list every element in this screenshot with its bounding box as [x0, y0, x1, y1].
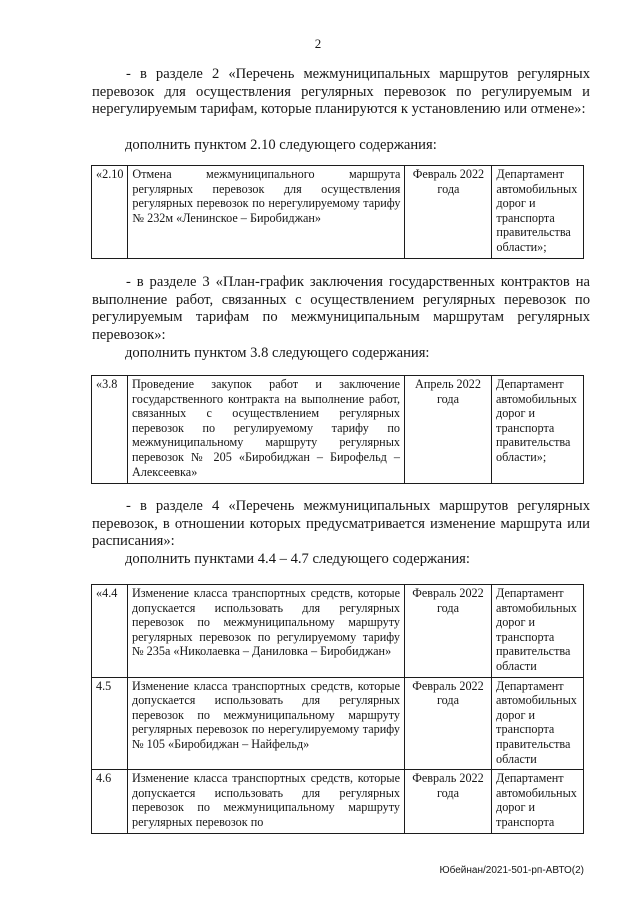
row-description: Проведение закупок работ и заключение государственного контракта на выполнение работ, связанных с осуществлением регулярных перевозок по регулируемому тарифу по межмуниципальному маршруту регулярных перевозок № 205 «Биробиджан – Бирофельд – Алексеевка» [128, 376, 405, 484]
document-footer-code: Юбейнан/2021-501-рп-АВТО(2) [439, 865, 584, 876]
row-number: «4.4 [92, 585, 128, 678]
table-row [92, 376, 584, 484]
table-row [92, 770, 584, 833]
table-row [92, 585, 584, 678]
section-2-intro: - в разделе 2 «Перечень межмуниципальных маршрутов регулярных перевозок для осуществления регулярных перевозок по регулируемым и нерегулируемым тарифам, которые планируются к установлению или отмене»: [92, 66, 590, 118]
row-date: Февраль 2022 года [405, 770, 492, 833]
row-number: «3.8 [92, 376, 128, 484]
section-2-table [91, 165, 584, 259]
row-description: Изменение класса транспортных средств, которые допускается использовать для регулярных перевозок по межмуниципальному маршруту регулярных перевозок по нерегулируемому тарифу № 105 «Биробиджан – Найфельд» [128, 677, 405, 770]
row-department: Департамент автомобильных дорог и транспорта правительства области [492, 677, 584, 770]
section-3-intro: - в разделе 3 «План-график заключения государственных контрактов на выполнение работ, связанных с осуществлением регулярных перевозок по регулируемым тарифам по межмуниципальным маршрутам регулярных перевозок»: [92, 274, 590, 343]
row-department: Департамент автомобильных дорог и транспорта правительства области»; [492, 376, 584, 484]
row-number: 4.5 [92, 677, 128, 770]
table-row [92, 677, 584, 770]
table-row [92, 166, 584, 259]
row-department: Департамент автомобильных дорог и транспорта правительства области [492, 585, 584, 678]
row-description: Изменение класса транспортных средств, которые допускается использовать для регулярных перевозок по межмуниципальному маршруту регулярных перевозок по [128, 770, 405, 833]
section-2-instruction: дополнить пунктом 2.10 следующего содержания: [125, 137, 437, 153]
row-department: Департамент автомобильных дорог и транспорта [492, 770, 584, 833]
section-3-instruction: дополнить пунктом 3.8 следующего содержания: [125, 345, 430, 361]
row-date: Февраль 2022 года [405, 677, 492, 770]
row-date: Апрель 2022 года [405, 376, 492, 484]
section-4-table [91, 584, 584, 834]
row-number: «2.10 [92, 166, 128, 259]
row-department: Департамент автомобильных дорог и транспорта правительства области»; [492, 166, 584, 259]
section-3-table [91, 375, 584, 484]
section-4-intro: - в разделе 4 «Перечень межмуниципальных маршрутов регулярных перевозок, в отношении которых предусматривается изменение маршрута или расписания»: [92, 498, 590, 550]
section-4-instruction: дополнить пунктами 4.4 – 4.7 следующего содержания: [125, 551, 470, 567]
row-date: Февраль 2022 года [405, 585, 492, 678]
page-number: 2 [314, 36, 322, 51]
row-number: 4.6 [92, 770, 128, 833]
row-description: Изменение класса транспортных средств, которые допускается использовать для регулярных перевозок по межмуниципальному маршруту регулярных перевозок по регулируемому тарифу № 235а «Николаевка – Даниловка – Биробиджан» [128, 585, 405, 678]
row-description: Отмена межмуниципального маршрута регулярных перевозок для осуществления регулярных перевозок по нерегулируемому тарифу № 232м «Ленинское – Биробиджан» [128, 166, 405, 259]
row-date: Февраль 2022 года [405, 166, 492, 259]
